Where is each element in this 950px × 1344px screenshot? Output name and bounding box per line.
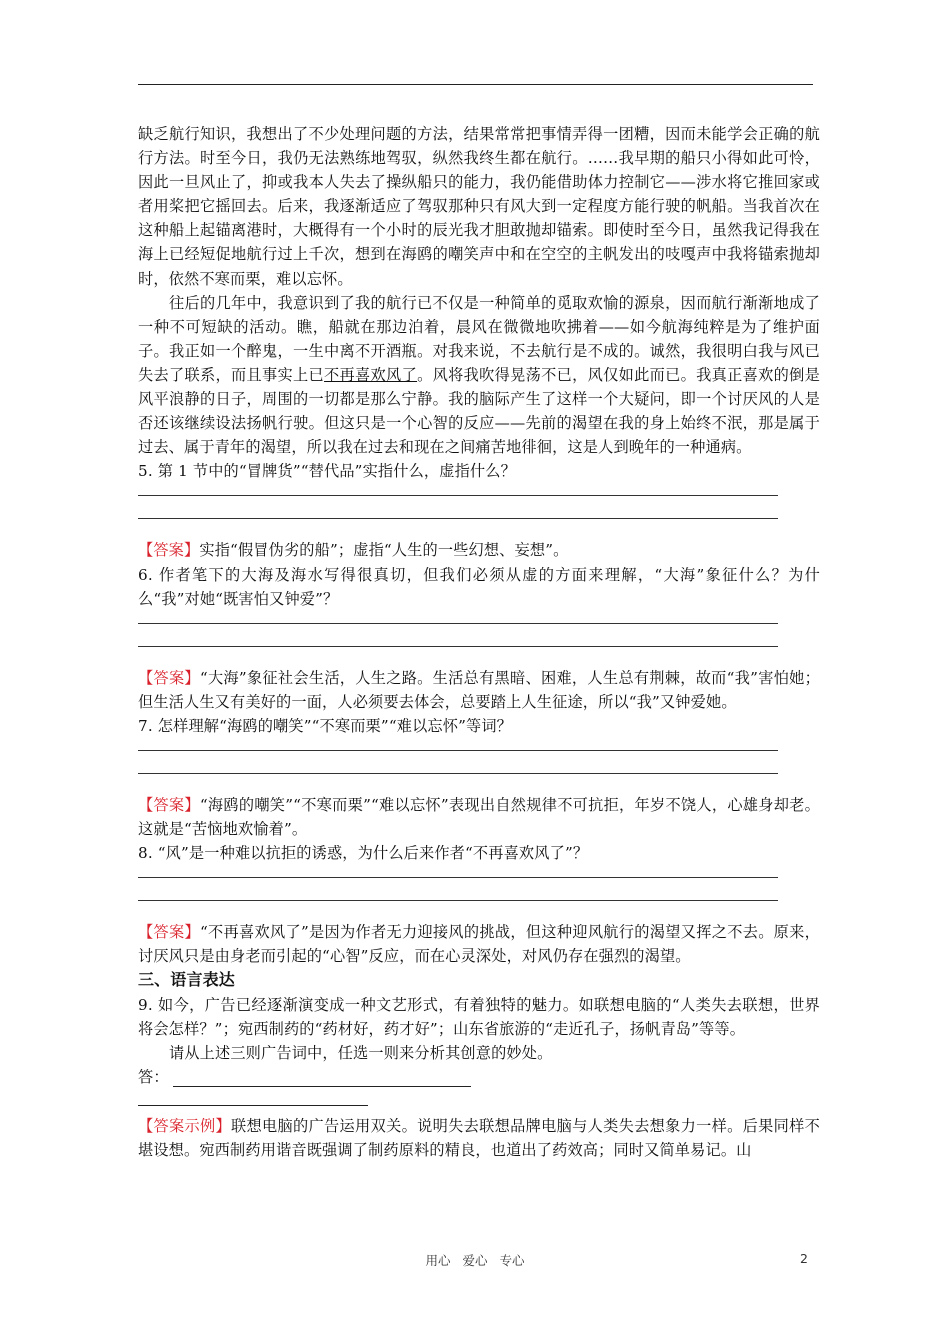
header-rule: [138, 84, 813, 85]
passage-paragraph-1: 缺乏航行知识，我想出了不少处理问题的方法，结果常常把事情弄得一团糟，因而未能学会正确的航行方法。时至今日，我仍无法熟练地驾驭，纵然我终生都在航行。……我早期的船只小得如此可怜，因此一旦风止了，抑或我本人失去了操纵船只的能力，我仍能借助体力控制它——涉水将它推回家或者用桨把它摇回去。后来，我逐渐适应了驾驭那种只有风大到一定程度方能行驶的帆船。当我首次在这种船上起锚离港时，大概得有一个小时的辰光我才胆敢抛却锚索。即使时至今日，虽然我记得我在海上已经短促地航行过上千次，想到在海鸥的嘲笑声中和在空空的主帆发出的吱嘎声中我将锚索抛却时，依然不寒而栗，难以忘怀。: [138, 125, 820, 288]
footer-motto: 用心 爱心 专心: [425, 1253, 525, 1268]
answer-example-text: 联想电脑的广告运用双关。说明失去联想品牌电脑与人类失去想象力一样。后果同样不堪设想。宛西制药用谐音既强调了制药原料的精良，也道出了药效高；同时又简单易记。山: [138, 1116, 821, 1159]
question-6: 6. 作者笔下的大海及海水写得很真切，但我们必须从虚的方面来理解，“大海”象征什么？为什么“我”对她“既害怕又钟爱”？: [138, 565, 820, 608]
page-content: [138, 122, 820, 1162]
answer-tag: 【答案】: [138, 795, 200, 814]
answer-blank-line: [138, 773, 778, 774]
question-5: 5. 第 1 节中的“冒牌货”“替代品”实指什么，虚指什么？: [138, 462, 516, 481]
question-7: 7. 怎样理解“海鸥的嘲笑”“不寒而栗”“难以忘怀”等词？: [138, 716, 513, 735]
answer-6: [138, 666, 820, 714]
separator-rule: [138, 1105, 368, 1106]
answer-blank-line: [138, 900, 778, 901]
answer-label: 答：: [138, 1067, 169, 1086]
answer-fill-line: [173, 1070, 471, 1087]
answer-text: “大海”象征社会生活，人生之路。生活总有黑暗、困难，人生总有荆棘，故而“我”害怕她；但生活人生又有美好的一面，人必须要去体会，总要踏上人生征途，所以“我”又钟爱她。: [138, 668, 820, 711]
answer-7: [138, 793, 820, 841]
question-8: 8. “风”是一种难以抗拒的诱惑，为什么后来作者“不再喜欢风了”？: [138, 844, 589, 863]
answer-blank-line: [138, 646, 778, 647]
answer-5: [138, 538, 820, 562]
passage-paragraph-2: [138, 291, 820, 460]
section-heading: 三、语言表达: [138, 970, 235, 990]
answer-blank-line: [138, 495, 778, 496]
answer-blank-line: [138, 623, 778, 624]
answer-blank-line: [138, 518, 778, 519]
answer-tag: 【答案】: [138, 668, 200, 687]
question-9-instruction: 请从上述三则广告词中，任选一则来分析其创意的妙处。: [169, 1043, 553, 1062]
answer-text: “海鸥的嘲笑”“不寒而栗”“难以忘怀”表现出自然规律不可抗拒，年岁不饶人，心雄身却老。这就是“苦恼地欢愉着”。: [138, 795, 820, 839]
underlined-phrase: 不再喜欢风了: [324, 365, 418, 384]
question-9: 9. 如今，广告已经逐渐演变成一种文艺形式，有着独特的魅力。如联想电脑的“人类失去联想，世界将会怎样？”；宛西制药的“药材好，药才好”；山东省旅游的“走近孔子，扬帆青岛”等等。: [138, 995, 820, 1038]
answer-text: “不再喜欢风了”是因为作者无力迎接风的挑战，但这种迎风航行的渴望又挥之不去。原来，讨厌风只是由身老而引起的“心智”反应，而在心灵深处，对风仍存在强烈的渴望。: [138, 923, 820, 966]
answer-8: [138, 920, 820, 968]
passage-text: 往后的几年中，我意识到了我的航行已不仅是一种简单的觅取欢愉的源泉，因而航行渐渐地成了一种不可短缺的活动。瞧，船就在那边泊着，晨风在微微地吹拂着——如今航海纯粹是为了维护面子。我正如一个醉鬼，一生中离不开酒瓶。对我来说，不去航行是不成的。诚然，我很明白我与风已失去了联系，而且事实上已: [138, 293, 820, 384]
answer-tag: 【答案】: [138, 923, 200, 942]
answer-text: 实指“假冒伪劣的船”；虚指“人生的一些幻想、妄想”。: [199, 541, 569, 560]
answer-example-tag: 【答案示例】: [138, 1116, 232, 1135]
answer-blank-line: [138, 877, 778, 878]
answer-tag: 【答案】: [138, 541, 200, 560]
passage-text: 。风将我吹得晃荡不已，风仅如此而已。我真正喜欢的倒是风平浪静的日子，周围的一切都是那么宁静。我的脑际产生了这样一个大疑问，即一个讨厌风的人是否还该继续设法扬帆行驶。但这只是一个心智的反应——先前的渴望在我的身上始终不泯，那是属于过去、属于青年的渴望，所以我在过去和现在之间痛苦地徘徊，这是人到晚年的一种通病。: [138, 365, 820, 457]
answer-line-row: [138, 1065, 820, 1089]
page-number: 2: [800, 1251, 808, 1266]
answer-blank-line: [138, 750, 778, 751]
answer-example: [138, 1114, 820, 1162]
